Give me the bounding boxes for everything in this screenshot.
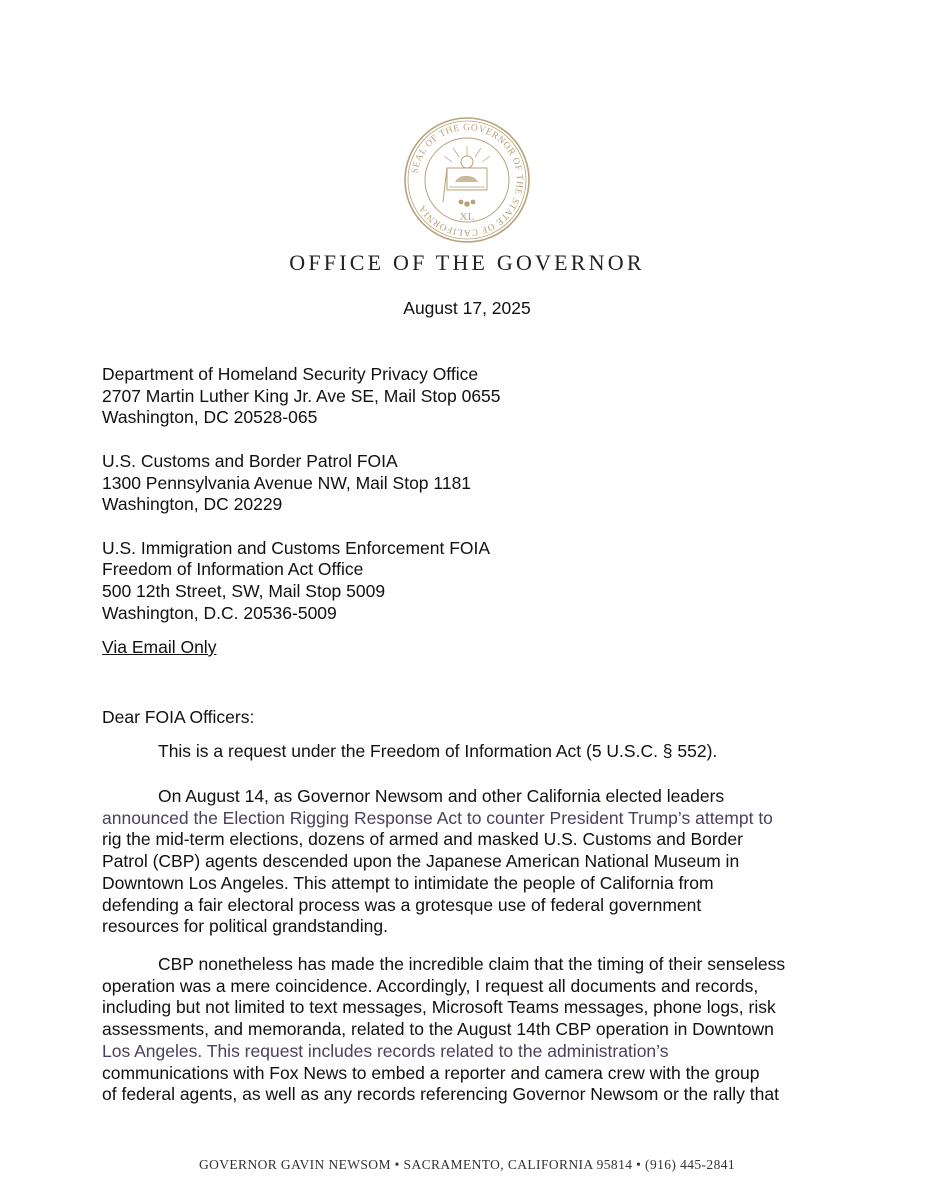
- seal-outer-text: SEAL OF THE GOVERNOR OF THE STATE OF CALIFORNIA: [410, 122, 525, 238]
- paragraph-line: Los Angeles. This request includes records related to the administration’s: [102, 1040, 669, 1061]
- salutation: Dear FOIA Officers:: [102, 707, 255, 727]
- paragraph-line: CBP nonetheless has made the incredible claim that the timing of their senseless: [158, 954, 786, 974]
- paragraph-line: This is a request under the Freedom of Information Act (5 U.S.C. § 552).: [158, 741, 718, 761]
- letter-date: August 17, 2025: [403, 298, 531, 318]
- paragraph-line: including but not limited to text messages, Microsoft Teams messages, phone logs, risk: [102, 997, 776, 1018]
- paragraph-background: [102, 786, 842, 938]
- recipient-addresses: [102, 364, 842, 646]
- address-line: Washington, DC 20229: [102, 494, 283, 515]
- seal-numeral: XL: [459, 211, 475, 223]
- address-line: Washington, DC 20528-065: [102, 407, 318, 428]
- office-title: OFFICE OF THE GOVERNOR: [289, 250, 645, 275]
- paragraph-line: Downtown Los Angeles. This attempt to intimidate the people of California from: [102, 872, 714, 893]
- governor-seal-icon: [403, 116, 531, 244]
- delivery-method: Via Email Only: [102, 637, 217, 657]
- paragraph-line: of federal agents, as well as any records referencing Governor Newsom or the rally that: [102, 1084, 779, 1105]
- paragraph-records-request: [102, 954, 842, 1106]
- address-line: 1300 Pennsylvania Avenue NW, Mail Stop 1181: [102, 472, 472, 493]
- paragraph-line: defending a fair electoral process was a grotesque use of federal government: [102, 894, 702, 915]
- address-line: 2707 Martin Luther King Jr. Ave SE, Mail Stop 0655: [102, 385, 501, 406]
- paragraph-line: communications with Fox News to embed a reporter and camera crew with the group: [102, 1062, 760, 1083]
- paragraph-line: On August 14, as Governor Newsom and other California elected leaders: [158, 786, 725, 806]
- recipient-block-dhs: [102, 364, 842, 429]
- address-line: Washington, D.C. 20536-5009: [102, 602, 337, 623]
- paragraph-line: assessments, and memoranda, related to the August 14th CBP operation in Downtown: [102, 1019, 774, 1040]
- address-line: Department of Homeland Security Privacy Office: [102, 364, 479, 384]
- paragraph-line: announced the Election Rigging Response Act to counter President Trump’s attempt to: [102, 807, 773, 828]
- address-line: U.S. Immigration and Customs Enforcement FOIA: [102, 537, 491, 558]
- address-line: 500 12th Street, SW, Mail Stop 5009: [102, 581, 386, 601]
- letterhead-footer: GOVERNOR GAVIN NEWSOM • SACRAMENTO, CALIFORNIA 95814 • (916) 445-2841: [198, 1157, 736, 1172]
- address-line: U.S. Customs and Border Patrol FOIA: [102, 450, 398, 471]
- paragraph-line: rig the mid-term elections, dozens of armed and masked U.S. Customs and Border: [102, 829, 743, 850]
- address-line: Freedom of Information Act Office: [102, 559, 364, 580]
- paragraph-line: resources for political grandstanding.: [102, 916, 388, 937]
- recipient-block-cbp: [102, 451, 842, 516]
- recipient-block-ice: [102, 538, 842, 625]
- paragraph-request: [102, 741, 842, 763]
- paragraph-line: Patrol (CBP) agents descended upon the Japanese American National Museum in: [102, 851, 740, 872]
- paragraph-line: operation was a mere coincidence. Accordingly, I request all documents and records,: [102, 975, 759, 996]
